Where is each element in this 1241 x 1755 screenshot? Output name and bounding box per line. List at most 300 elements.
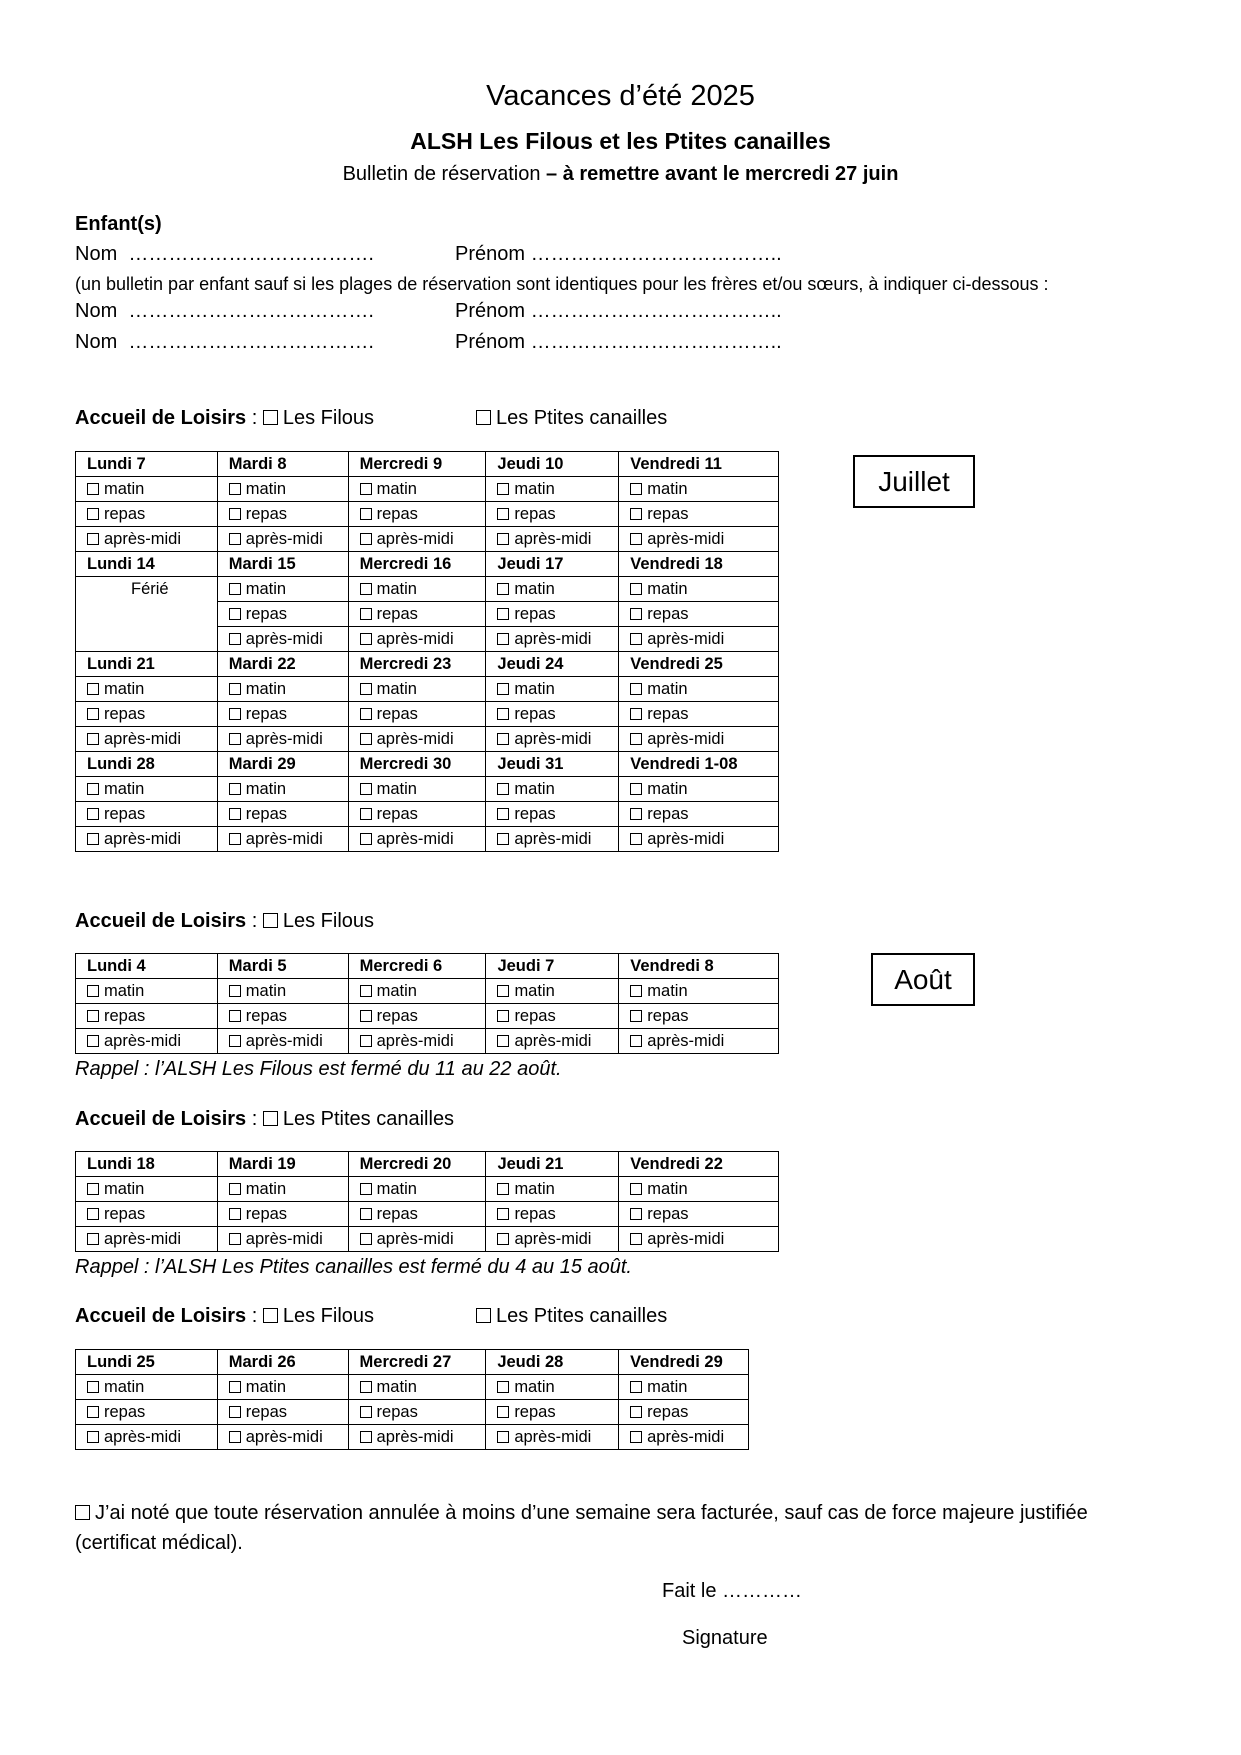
slot-cell[interactable] (76, 1227, 218, 1252)
slot-cell[interactable] (486, 827, 619, 852)
slot-checkbox[interactable] (229, 1381, 241, 1393)
slot-cell[interactable] (486, 477, 619, 502)
slot-label: repas (647, 1007, 689, 1025)
slot-checkbox[interactable] (497, 1010, 509, 1022)
child-2-nom-field[interactable] (75, 300, 374, 323)
slot-cell[interactable] (348, 1425, 486, 1450)
slot-label: après-midi (104, 830, 182, 848)
child-2-prenom-field[interactable] (455, 300, 782, 323)
slot-cell[interactable] (76, 979, 218, 1004)
filous-checkbox[interactable] (263, 913, 278, 928)
slot-checkbox[interactable] (497, 1233, 509, 1245)
slot-cell[interactable] (217, 1029, 348, 1054)
slot-cell[interactable] (348, 677, 486, 702)
slot-row (76, 477, 779, 502)
slot-label: après-midi (104, 1428, 182, 1446)
slot-checkbox[interactable] (360, 1035, 372, 1047)
slot-checkbox[interactable] (360, 783, 372, 795)
slot-cell[interactable] (619, 727, 779, 752)
slot-cell[interactable] (348, 602, 486, 627)
slot-cell[interactable] (486, 1425, 619, 1450)
slot-label: repas (245, 505, 288, 523)
slot-label: repas (647, 1205, 689, 1223)
slot-cell[interactable] (76, 702, 218, 727)
day-header: Lundi 21 (76, 652, 218, 677)
slot-cell[interactable] (217, 1227, 348, 1252)
slot-checkbox[interactable] (360, 583, 372, 595)
slot-checkbox[interactable] (229, 1431, 241, 1443)
slot-cell[interactable] (76, 502, 218, 527)
day-header: Mardi 29 (217, 752, 348, 777)
slot-cell[interactable] (217, 477, 348, 502)
slot-label: matin (647, 1378, 688, 1396)
slot-checkbox[interactable] (229, 833, 241, 845)
slot-cell[interactable] (217, 527, 348, 552)
slot-cell[interactable] (348, 1400, 486, 1425)
slot-cell[interactable] (486, 577, 619, 602)
slot-row (76, 1029, 779, 1054)
slot-row (76, 1400, 749, 1425)
slot-checkbox[interactable] (360, 683, 372, 695)
slot-checkbox[interactable] (87, 1035, 99, 1047)
slot-cell[interactable] (486, 627, 619, 652)
slot-checkbox[interactable] (87, 483, 99, 495)
canailles-checkbox[interactable] (476, 410, 491, 425)
day-header: Vendredi 29 (619, 1350, 749, 1375)
slot-label: repas (647, 1403, 689, 1421)
slot-cell[interactable] (348, 827, 486, 852)
canailles-checkbox[interactable] (263, 1111, 278, 1126)
slot-checkbox[interactable] (630, 683, 642, 695)
slot-checkbox[interactable] (360, 1183, 372, 1195)
slot-cell[interactable] (348, 979, 486, 1004)
slot-cell[interactable] (486, 502, 619, 527)
slot-label: repas (514, 605, 556, 623)
slot-checkbox[interactable] (630, 1233, 642, 1245)
slot-cell[interactable] (217, 802, 348, 827)
slot-checkbox[interactable] (229, 1010, 241, 1022)
slot-checkbox[interactable] (630, 1406, 642, 1418)
slot-row (76, 577, 779, 602)
slot-checkbox[interactable] (87, 1431, 99, 1443)
accueil-colon: : (246, 1108, 258, 1130)
slot-label: repas (376, 705, 418, 723)
slot-cell[interactable] (619, 477, 779, 502)
slot-label: matin (647, 480, 688, 498)
slot-cell[interactable] (348, 1375, 486, 1400)
slot-checkbox[interactable] (630, 1381, 642, 1393)
slot-row (76, 827, 779, 852)
slot-label: matin (376, 1378, 417, 1396)
slot-checkbox[interactable] (229, 483, 241, 495)
slot-checkbox[interactable] (360, 985, 372, 997)
slot-cell[interactable] (486, 677, 619, 702)
slot-cell[interactable] (348, 802, 486, 827)
slot-label: après-midi (376, 530, 454, 548)
slot-checkbox[interactable] (229, 733, 241, 745)
slot-cell[interactable] (486, 1227, 619, 1252)
slot-cell[interactable] (486, 1400, 619, 1425)
slot-checkbox[interactable] (497, 1406, 509, 1418)
slot-label: repas (647, 605, 689, 623)
slot-checkbox[interactable] (229, 708, 241, 720)
slot-label: repas (104, 505, 146, 523)
slot-cell[interactable] (217, 577, 348, 602)
rappel-filous: Rappel : l’ALSH Les Filous est fermé du 11 au 22 août. (75, 1058, 562, 1080)
day-header: Jeudi 17 (486, 552, 619, 577)
slot-label: après-midi (376, 830, 454, 848)
month-juillet-label: Juillet (878, 465, 950, 497)
slot-cell[interactable] (76, 727, 218, 752)
slot-checkbox[interactable] (360, 733, 372, 745)
slot-checkbox[interactable] (630, 1431, 642, 1443)
acknowledge-checkbox[interactable] (75, 1505, 90, 1520)
slot-checkbox[interactable] (497, 533, 509, 545)
slot-cell[interactable] (217, 1425, 348, 1450)
slot-label: repas (647, 705, 689, 723)
slot-label: repas (514, 805, 556, 823)
slot-cell[interactable] (76, 777, 218, 802)
slot-checkbox[interactable] (630, 783, 642, 795)
slot-checkbox[interactable] (630, 1035, 642, 1047)
slot-checkbox[interactable] (630, 633, 642, 645)
slot-cell[interactable] (486, 1177, 619, 1202)
slot-cell[interactable] (486, 802, 619, 827)
slot-checkbox[interactable] (87, 1233, 99, 1245)
slot-cell[interactable] (76, 802, 218, 827)
slot-checkbox[interactable] (497, 985, 509, 997)
slot-cell[interactable] (619, 627, 779, 652)
accueil-label: Accueil de Loisirs (75, 1305, 247, 1327)
slot-cell[interactable] (348, 1202, 486, 1227)
slot-cell[interactable] (217, 627, 348, 652)
aout-week2-calendar (75, 1151, 779, 1252)
day-header-row (76, 452, 779, 477)
slot-label: matin (104, 1180, 145, 1198)
slot-cell[interactable] (76, 1425, 218, 1450)
slot-cell[interactable] (76, 1177, 218, 1202)
slot-checkbox[interactable] (87, 1381, 99, 1393)
slot-checkbox[interactable] (360, 1208, 372, 1220)
slot-checkbox[interactable] (229, 808, 241, 820)
slot-row (76, 979, 779, 1004)
slot-checkbox[interactable] (630, 608, 642, 620)
aout-week1-calendar (75, 953, 779, 1054)
slot-checkbox[interactable] (87, 533, 99, 545)
slot-cell[interactable] (619, 1029, 779, 1054)
slot-label: repas (245, 1007, 288, 1025)
slot-checkbox[interactable] (497, 708, 509, 720)
slot-checkbox[interactable] (87, 733, 99, 745)
slot-cell[interactable] (217, 702, 348, 727)
slot-checkbox[interactable] (87, 683, 99, 695)
slot-cell[interactable] (76, 1375, 218, 1400)
slot-cell[interactable] (348, 777, 486, 802)
slot-label: repas (245, 1403, 288, 1421)
slot-checkbox[interactable] (360, 1406, 372, 1418)
slot-label: repas (104, 805, 146, 823)
slot-label: matin (647, 680, 688, 698)
slot-cell[interactable] (217, 502, 348, 527)
slot-cell[interactable] (619, 502, 779, 527)
slot-cell[interactable] (619, 777, 779, 802)
slot-checkbox[interactable] (630, 483, 642, 495)
slot-checkbox[interactable] (630, 708, 642, 720)
slot-checkbox[interactable] (497, 1381, 509, 1393)
child-3-prenom-field[interactable] (455, 331, 782, 354)
slot-checkbox[interactable] (360, 483, 372, 495)
slot-checkbox[interactable] (497, 1208, 509, 1220)
slot-checkbox[interactable] (87, 833, 99, 845)
slot-checkbox[interactable] (630, 583, 642, 595)
slot-cell[interactable] (486, 1004, 619, 1029)
accueil-colon: : (246, 910, 258, 932)
slot-cell[interactable] (348, 1029, 486, 1054)
slot-cell[interactable] (619, 1425, 749, 1450)
slot-cell[interactable] (217, 1375, 348, 1400)
slot-checkbox[interactable] (630, 1208, 642, 1220)
slot-cell[interactable] (486, 1375, 619, 1400)
slot-label: repas (245, 1205, 288, 1223)
slot-label: après-midi (104, 1230, 182, 1248)
slot-checkbox[interactable] (87, 808, 99, 820)
slot-checkbox[interactable] (497, 508, 509, 520)
slot-checkbox[interactable] (360, 833, 372, 845)
slot-checkbox[interactable] (630, 833, 642, 845)
slot-checkbox[interactable] (497, 733, 509, 745)
acknowledge-line-1 (75, 1502, 1088, 1525)
slot-checkbox[interactable] (87, 508, 99, 520)
slot-cell[interactable] (619, 602, 779, 627)
slot-label: repas (514, 705, 556, 723)
slot-cell[interactable] (76, 1400, 218, 1425)
slot-cell[interactable] (486, 602, 619, 627)
slot-cell[interactable] (76, 827, 218, 852)
slot-checkbox[interactable] (497, 583, 509, 595)
slot-cell[interactable] (619, 1004, 779, 1029)
slot-checkbox[interactable] (630, 1183, 642, 1195)
slot-label: matin (514, 1180, 555, 1198)
slot-checkbox[interactable] (497, 683, 509, 695)
slot-cell[interactable] (486, 1202, 619, 1227)
slot-checkbox[interactable] (360, 1431, 372, 1443)
slot-cell[interactable] (619, 1227, 779, 1252)
slot-cell[interactable] (348, 477, 486, 502)
slot-cell[interactable] (619, 577, 779, 602)
slot-cell[interactable] (348, 1227, 486, 1252)
slot-checkbox[interactable] (497, 833, 509, 845)
slot-cell[interactable] (348, 577, 486, 602)
slot-label: repas (514, 1007, 556, 1025)
slot-row (76, 1004, 779, 1029)
slot-checkbox[interactable] (229, 583, 241, 595)
slot-label: après-midi (376, 730, 454, 748)
accueil-label: Accueil de Loisirs (75, 910, 247, 932)
slot-checkbox[interactable] (229, 1183, 241, 1195)
slot-cell[interactable] (348, 727, 486, 752)
slot-checkbox[interactable] (87, 1406, 99, 1418)
slot-checkbox[interactable] (360, 533, 372, 545)
slot-cell[interactable] (348, 527, 486, 552)
canailles-checkbox[interactable] (476, 1308, 491, 1323)
slot-cell[interactable] (217, 727, 348, 752)
ferie-cell (76, 577, 218, 652)
nom-dots: ………………………………. (128, 331, 374, 353)
fait-le-field[interactable]: Fait le ………… (662, 1580, 803, 1602)
slot-checkbox[interactable] (229, 533, 241, 545)
slot-checkbox[interactable] (229, 508, 241, 520)
slot-cell[interactable] (619, 677, 779, 702)
slot-cell[interactable] (486, 1029, 619, 1054)
slot-label: matin (104, 780, 145, 798)
slot-checkbox[interactable] (360, 608, 372, 620)
slot-checkbox[interactable] (630, 533, 642, 545)
slot-checkbox[interactable] (630, 985, 642, 997)
slot-checkbox[interactable] (497, 1035, 509, 1047)
slot-checkbox[interactable] (360, 1233, 372, 1245)
slot-checkbox[interactable] (229, 783, 241, 795)
slot-checkbox[interactable] (360, 1381, 372, 1393)
slot-checkbox[interactable] (497, 783, 509, 795)
slot-cell[interactable] (619, 1177, 779, 1202)
slot-cell[interactable] (76, 1004, 218, 1029)
slot-cell[interactable] (76, 1202, 218, 1227)
slot-cell[interactable] (619, 527, 779, 552)
slot-checkbox[interactable] (497, 483, 509, 495)
nom-label: Nom (75, 331, 118, 353)
slot-cell[interactable] (619, 1202, 779, 1227)
slot-cell[interactable] (217, 979, 348, 1004)
slot-cell[interactable] (76, 477, 218, 502)
slot-cell[interactable] (619, 1375, 749, 1400)
slot-checkbox[interactable] (630, 508, 642, 520)
child-1-prenom-field[interactable] (455, 243, 782, 266)
canailles-label: Les Ptites canailles (282, 1108, 455, 1130)
slot-checkbox[interactable] (630, 733, 642, 745)
slot-checkbox[interactable] (229, 1406, 241, 1418)
slot-checkbox[interactable] (87, 1208, 99, 1220)
slot-checkbox[interactable] (497, 608, 509, 620)
slot-checkbox[interactable] (229, 1233, 241, 1245)
slot-cell[interactable] (486, 727, 619, 752)
ferie-label: Férié (131, 580, 169, 598)
slot-checkbox[interactable] (229, 985, 241, 997)
day-header: Lundi 4 (76, 954, 218, 979)
filous-checkbox[interactable] (263, 1308, 278, 1323)
slot-checkbox[interactable] (630, 808, 642, 820)
rappel-canailles: Rappel : l’ALSH Les Ptites canailles est fermé du 4 au 15 août. (75, 1256, 632, 1278)
slot-checkbox[interactable] (229, 1035, 241, 1047)
slot-cell[interactable] (217, 1004, 348, 1029)
slot-checkbox[interactable] (630, 1010, 642, 1022)
slot-label: après-midi (647, 1230, 725, 1248)
slot-checkbox[interactable] (229, 633, 241, 645)
slot-label: après-midi (647, 730, 725, 748)
filous-checkbox[interactable] (263, 410, 278, 425)
slot-checkbox[interactable] (229, 683, 241, 695)
child-3-nom-field[interactable] (75, 331, 374, 354)
slot-checkbox[interactable] (229, 1208, 241, 1220)
day-header: Mardi 8 (217, 452, 348, 477)
slot-cell[interactable] (217, 677, 348, 702)
accueil-label: Accueil de Loisirs (75, 407, 247, 429)
slot-checkbox[interactable] (360, 633, 372, 645)
day-header: Mardi 22 (217, 652, 348, 677)
slot-checkbox[interactable] (497, 1183, 509, 1195)
slot-label: matin (245, 680, 287, 698)
slot-label: repas (514, 505, 556, 523)
slot-label: matin (245, 480, 287, 498)
slot-cell[interactable] (348, 502, 486, 527)
slot-cell[interactable] (348, 627, 486, 652)
slot-label: repas (376, 805, 418, 823)
slot-checkbox[interactable] (497, 633, 509, 645)
slot-cell[interactable] (619, 979, 779, 1004)
page-subtitle: ALSH Les Filous et les Ptites canailles (410, 128, 831, 154)
nom-label: Nom (75, 243, 118, 265)
slot-cell[interactable] (619, 827, 779, 852)
slot-checkbox[interactable] (87, 985, 99, 997)
day-header: Mercredi 23 (348, 652, 486, 677)
slot-checkbox[interactable] (360, 1010, 372, 1022)
slot-cell[interactable] (217, 1400, 348, 1425)
slot-cell[interactable] (217, 777, 348, 802)
day-header: Mercredi 6 (348, 954, 486, 979)
slot-cell[interactable] (486, 979, 619, 1004)
slot-checkbox[interactable] (497, 1431, 509, 1443)
slot-cell[interactable] (619, 802, 779, 827)
slot-label: matin (245, 780, 287, 798)
slot-cell[interactable] (348, 1004, 486, 1029)
slot-checkbox[interactable] (87, 1183, 99, 1195)
slot-cell[interactable] (217, 827, 348, 852)
day-header: Mardi 15 (217, 552, 348, 577)
slot-cell[interactable] (217, 1177, 348, 1202)
day-header: Vendredi 1-08 (619, 752, 779, 777)
accueil-aout3-canailles (476, 1305, 667, 1328)
slot-checkbox[interactable] (497, 808, 509, 820)
slot-checkbox[interactable] (360, 508, 372, 520)
slot-cell[interactable] (217, 602, 348, 627)
slot-cell[interactable] (619, 702, 779, 727)
slot-cell[interactable] (486, 527, 619, 552)
month-aout-label: Août (894, 963, 952, 995)
slot-checkbox[interactable] (360, 708, 372, 720)
day-header: Lundi 14 (76, 552, 218, 577)
slot-cell[interactable] (619, 1400, 749, 1425)
slot-checkbox[interactable] (360, 808, 372, 820)
child-1-nom-field[interactable] (75, 243, 374, 266)
slot-label: après-midi (514, 1032, 592, 1050)
slot-checkbox[interactable] (87, 783, 99, 795)
accueil-juillet-canailles (476, 407, 667, 430)
slot-cell[interactable] (76, 527, 218, 552)
accueil-colon: : (246, 407, 258, 429)
slot-checkbox[interactable] (87, 1010, 99, 1022)
slot-cell[interactable] (486, 702, 619, 727)
aout-week3-calendar (75, 1349, 749, 1450)
slot-cell[interactable] (348, 1177, 486, 1202)
slot-label: après-midi (647, 530, 725, 548)
slot-cell[interactable] (76, 1029, 218, 1054)
slot-checkbox[interactable] (87, 708, 99, 720)
slot-cell[interactable] (348, 702, 486, 727)
slot-cell[interactable] (486, 777, 619, 802)
slot-checkbox[interactable] (229, 608, 241, 620)
slot-cell[interactable] (217, 1202, 348, 1227)
day-header: Jeudi 24 (486, 652, 619, 677)
slot-cell[interactable] (76, 677, 218, 702)
